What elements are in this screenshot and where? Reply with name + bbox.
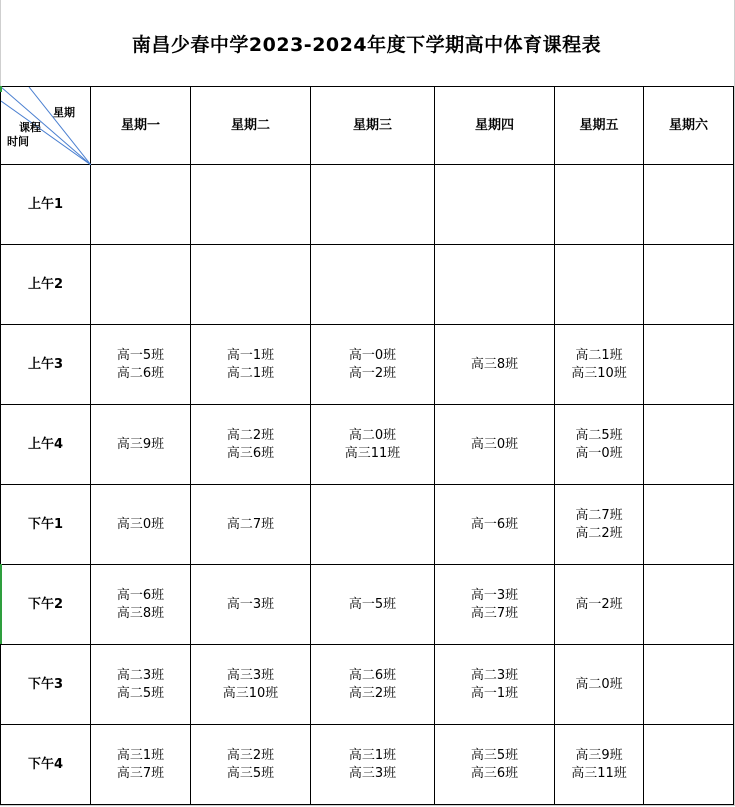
class-entry: 高三11班 xyxy=(571,765,627,781)
schedule-cell[interactable] xyxy=(435,565,555,645)
schedule-cell[interactable] xyxy=(435,245,555,325)
class-entry: 高一1班 xyxy=(470,685,519,701)
class-entry: 高三5班 xyxy=(470,747,519,763)
class-entry: 高二1班 xyxy=(575,347,623,363)
schedule-cell[interactable] xyxy=(435,485,555,565)
class-entry: 高三3班 xyxy=(348,765,397,781)
schedule-cell[interactable] xyxy=(555,405,644,485)
schedule-row xyxy=(1,325,734,405)
page-title: 南昌少春中学2023-2024年度下学期高中体育课程表 xyxy=(131,33,602,56)
class-entry: 高二2班 xyxy=(575,525,623,541)
schedule-cell[interactable] xyxy=(311,645,435,725)
schedule-cell[interactable] xyxy=(311,725,435,805)
time-slot-label: 上午1 xyxy=(1,165,91,245)
time-slot-label: 上午3 xyxy=(1,325,91,405)
time-slot-label: 下午3 xyxy=(1,645,91,725)
class-entry: 高一5班 xyxy=(348,596,397,612)
schedule-cell[interactable] xyxy=(91,325,191,405)
class-entry: 高三5班 xyxy=(226,765,275,781)
class-entry: 高一3班 xyxy=(226,596,275,612)
class-entry: 高二6班 xyxy=(348,667,397,683)
day-header-mon: 星期一 xyxy=(91,87,191,165)
class-entry: 高三10班 xyxy=(222,685,279,701)
schedule-table xyxy=(0,86,734,805)
class-entry: 高三2班 xyxy=(348,685,397,701)
class-entry: 高一2班 xyxy=(348,365,397,381)
schedule-cell[interactable] xyxy=(644,245,734,325)
schedule-cell[interactable] xyxy=(435,325,555,405)
corner-course-label: 课程 xyxy=(19,121,41,134)
class-entry: 高三1班 xyxy=(348,747,397,763)
schedule-cell[interactable] xyxy=(435,405,555,485)
class-entry: 高一2班 xyxy=(575,596,623,612)
class-entry: 高三3班 xyxy=(226,667,275,683)
schedule-cell[interactable] xyxy=(191,485,311,565)
schedule-cell[interactable] xyxy=(91,405,191,485)
schedule-cell[interactable] xyxy=(191,405,311,485)
day-header-wed: 星期三 xyxy=(311,87,435,165)
schedule-cell[interactable] xyxy=(555,325,644,405)
schedule-row xyxy=(1,645,734,725)
time-slot-label: 下午1 xyxy=(1,485,91,565)
class-entry: 高二0班 xyxy=(348,427,397,443)
schedule-cell[interactable] xyxy=(644,405,734,485)
class-entry: 高二2班 xyxy=(226,427,275,443)
day-header-fri: 星期五 xyxy=(555,87,644,165)
schedule-cell[interactable] xyxy=(311,405,435,485)
schedule-cell[interactable] xyxy=(555,485,644,565)
schedule-cell[interactable] xyxy=(644,645,734,725)
class-entry: 高一0班 xyxy=(575,445,623,461)
class-entry: 高三8班 xyxy=(470,356,519,372)
diagonal-lines xyxy=(1,87,91,165)
time-slot-label: 下午2 xyxy=(1,565,91,645)
class-entry: 高二3班 xyxy=(470,667,519,683)
day-header-tue: 星期二 xyxy=(191,87,311,165)
class-entry: 高三1班 xyxy=(116,747,165,763)
class-entry: 高一6班 xyxy=(470,516,519,532)
schedule-cell[interactable] xyxy=(191,245,311,325)
day-header-thu: 星期四 xyxy=(435,87,555,165)
schedule-cell[interactable] xyxy=(435,165,555,245)
class-entry: 高三0班 xyxy=(470,436,519,452)
schedule-cell[interactable] xyxy=(644,165,734,245)
schedule-row xyxy=(1,405,734,485)
class-entry: 高一5班 xyxy=(116,347,165,363)
class-entry: 高二5班 xyxy=(575,427,623,443)
class-entry: 高三8班 xyxy=(116,605,165,621)
schedule-cell[interactable] xyxy=(191,165,311,245)
class-entry: 高二0班 xyxy=(575,676,623,692)
class-entry: 高三9班 xyxy=(575,747,623,763)
schedule-cell[interactable] xyxy=(191,325,311,405)
schedule-cell[interactable] xyxy=(435,725,555,805)
schedule-row xyxy=(1,725,734,805)
class-entry: 高三11班 xyxy=(344,445,401,461)
schedule-cell[interactable] xyxy=(644,565,734,645)
row-marker xyxy=(0,564,2,644)
schedule-cell[interactable] xyxy=(91,645,191,725)
class-entry: 高三0班 xyxy=(116,516,165,532)
time-slot-label: 上午4 xyxy=(1,405,91,485)
schedule-row xyxy=(1,245,734,325)
schedule-cell[interactable] xyxy=(311,245,435,325)
schedule-cell[interactable] xyxy=(555,565,644,645)
schedule-row xyxy=(1,565,734,645)
schedule-cell[interactable] xyxy=(191,565,311,645)
schedule-cell[interactable] xyxy=(311,565,435,645)
corner-header-cell xyxy=(1,87,91,165)
schedule-cell[interactable] xyxy=(555,725,644,805)
schedule-cell[interactable] xyxy=(91,165,191,245)
schedule-cell[interactable] xyxy=(91,245,191,325)
title-row xyxy=(0,0,733,87)
schedule-cell[interactable] xyxy=(191,725,311,805)
class-entry: 高三6班 xyxy=(226,445,275,461)
schedule-body xyxy=(1,87,734,805)
class-entry: 高三7班 xyxy=(470,605,519,621)
schedule-cell[interactable] xyxy=(644,325,734,405)
class-entry: 高二7班 xyxy=(575,507,623,523)
schedule-cell[interactable] xyxy=(191,645,311,725)
class-entry: 高一0班 xyxy=(348,347,397,363)
corner-day-label: 星期 xyxy=(53,106,75,119)
schedule-cell[interactable] xyxy=(91,725,191,805)
schedule-row xyxy=(1,165,734,245)
corner-time-label: 时间 xyxy=(7,135,29,148)
time-slot-label: 下午4 xyxy=(1,725,91,805)
class-entry: 高二3班 xyxy=(116,667,165,683)
schedule-row xyxy=(1,485,734,565)
schedule-cell[interactable] xyxy=(555,645,644,725)
schedule-cell[interactable] xyxy=(311,325,435,405)
class-entry: 高二6班 xyxy=(116,365,165,381)
schedule-cell[interactable] xyxy=(644,725,734,805)
schedule-cell[interactable] xyxy=(311,165,435,245)
class-entry: 高一6班 xyxy=(116,587,165,603)
schedule-cell[interactable] xyxy=(644,485,734,565)
schedule-cell[interactable] xyxy=(435,645,555,725)
class-entry: 高三7班 xyxy=(116,765,165,781)
day-header-sat: 星期六 xyxy=(644,87,734,165)
class-entry: 高一3班 xyxy=(470,587,519,603)
selection-marker xyxy=(0,86,2,92)
schedule-cell[interactable] xyxy=(311,485,435,565)
time-slot-label: 上午2 xyxy=(1,245,91,325)
class-entry: 高三2班 xyxy=(226,747,275,763)
class-entry: 高二1班 xyxy=(226,365,275,381)
class-entry: 高二5班 xyxy=(116,685,165,701)
class-entry: 高三9班 xyxy=(116,436,165,452)
schedule-cell[interactable] xyxy=(555,165,644,245)
class-entry: 高三10班 xyxy=(571,365,627,381)
class-entry: 高一1班 xyxy=(226,347,275,363)
header-row xyxy=(1,87,734,165)
class-entry: 高二7班 xyxy=(226,516,275,532)
schedule-cell[interactable] xyxy=(91,485,191,565)
schedule-cell[interactable] xyxy=(91,565,191,645)
class-entry: 高三6班 xyxy=(470,765,519,781)
schedule-cell[interactable] xyxy=(555,245,644,325)
